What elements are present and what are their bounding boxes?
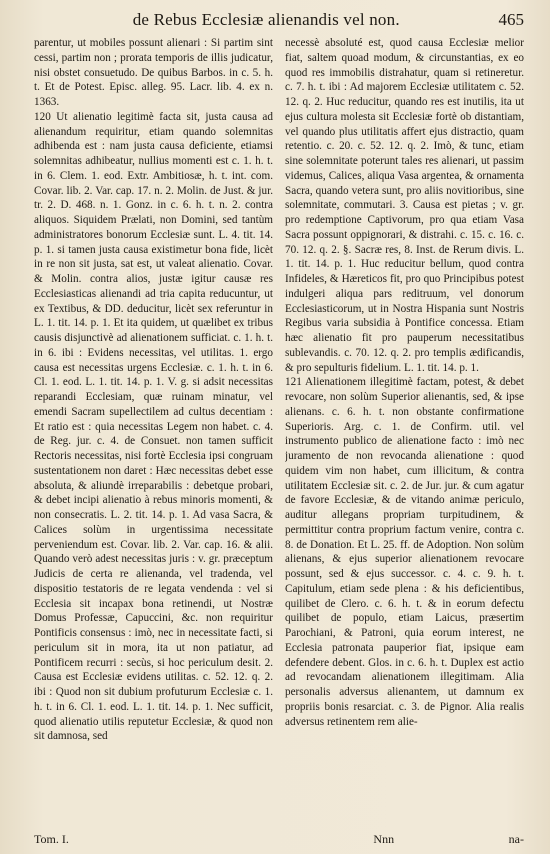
right-column-text: necessè absoluté est, quod causa Ecclesiæ melior fiat, saltem quoad modum, & circunstantias, ex eo quod res immobilis distrahatur, quam si retineretur. c. 7. h. t. ibi : Ad majorem Ecclesiæ utilitatem c. 52. 12. q. 2. Huc reducitur, quando res est inutilis, ita ut ejus cultura molesta sit Ecclesiæ fortè ob distantiam, vel quando plus utilitatis affert ejus distractio, quam retentio. c. 20. c. 52. 12. q. 2. Imò, & tunc, etiam sine solemnitate poterunt tales res alienari, ut passim videmus, Calices, aliqua Vasa argentea, & ornamenta Sacra, quando vetera sunt, pro aliis novitioribus, sine solemnitate, commutari. 3. Causa est pietas ; v. gr. pro redemptione Captivorum, pro qua etiam Vasa Sacra possunt oppignorari, & distrahi. c. 15. c. 16. c. 70. 12. q. 2. §. Sacræ res, 8. Inst. de Rerum divis. L. 1. tit. 14. p. 1. Huc reducitur bellum, quod contra Infideles, & Hæreticos fit, pro quo Principibus potest indulgeri aliqua pars reditruum, vel donorum Ecclesiasticorum, ut in Nostra Hispania sunt Nostris Regibus varia subsidia à Pontifice concessa. Etiam hæc alienatio fit pro pauperum necessitatibus sublevandis. c. 70. 12. q. 2. pro templis ædificandis, & pro sepulturis fidelium. L. 1. tit. 14. p. 1. 121 Alienationem illegitimè factam, potest, & debet revocare, non solùm Superior alienantis, sed, & ipse alienans. c. 6. h. t. non obstante confirmatione Superioris. Arg. c. 1. de Confirm. util. vel instrumento publico de alienatione facto : imò nec juramento de non revocanda alienatione : quod quidem vim non habet, cum illicitum, & contra utilitatem Ecclesiæ sit. c. 2. de Jur. jur. & cum agatur de favore Ecclesiæ, & de vitando animæ periculo, auditur allegans propriam turpitudinem, & permittitur contra proprium factum venire, contra c. 8. de Donation. Et L. 25. ff. de Adoption. Non solùm alienans, & ejus superior alienationem revocare possunt, sed & ejus successor. c. 4. c. 9. h. t. Capitulum, etiam sede plena : & his deficientibus, quilibet de Clero. c. 6. h. t. & in eorum defectu quilibet de populo, etiam Laicus, præsertim Parochiani, & Patroni, quia eorum interest, ne Ecclesia patronata pauperior fiat, ipsique eam defendere debent. Glos. in c. 6. h. t. Duplex est actio ad revocandam alienationem illegitimam. Alia personalis adversus alienantem, ut damnum ex propriis bonis resarciat. c. 3. de Pignor. Alia realis adversus retinentem rem alie- [285, 37, 524, 728]
signature-mark: Nnn [373, 832, 395, 846]
volume-label: Tom. I. [34, 832, 69, 846]
page-number: 465 [498, 10, 524, 29]
running-head [34, 10, 524, 36]
text-columns [34, 36, 524, 826]
running-title: de Rebus Ecclesiæ alienandis vel non. [132, 10, 400, 29]
page-footer [34, 832, 524, 847]
catchword: na- [508, 832, 524, 846]
left-column-text: parentur, ut mobiles possunt alienari : Si partim sint cessi, partim non ; prorata temporis de illis judicatur, nisi obstet consuetudo. De quibus Barbos. in c. 5. h. t. Et de Potest. Episc. alleg. 95. Lacr. lib. 4. ex n. 1363. 120 Ut alienatio legitimè facta sit, justa causa ad alienandum requiritur, etiam quando solemnitas adhibenda est : nam justa causa deficiente, etiamsi solemnitas adhibeatur, nullius momenti est c. 1. h. t. in 6. Clem. 1. eod. Extr. Ambitiosæ, h. t. int. com. Covar. lib. 2. Var. cap. 17. n. 2. Molin. de Just. & jur. tr. 2. D. 468. n. 1. Gonz. in c. 6. h. t. n. 2. contra aliquos. Siquidem Prælati, non Domini, sed tantùm administratores bonorum Ecclesiæ sunt. L. 4. tit. 14. p. 1. si tamen justa causa existimetur bona fide, licèt in re non sit justa, sat est, ut valeat alienatio. Covar. & Molin. contra alios, justæ igitur causæ res Ecclesiasticas alienandi ad tria capita reducuntur, ut ex Textibus, & DD. deducitur, licèt sex referuntur in L. 1. tit. 14. p. 1. Et ita quidem, ut quælibet ex tribus causis disjunctivè ad alienationem sufficiat. c. 1. h. t. in 6. ibi : Evidens necessitas, vel utilitas. 1. ergo causa est necessitas urgens Ecclesiæ. c. 1. h. t. in 6. Cl. 1. eod. L. 1. tit. 14. p. 1. V. g. si adsit necessitas reparandi Ecclesiam, quæ ruinam minatur, vel emendi Sacram supellectilem ad cultus decentiam : Et ratio est : quia necessitas Legem non habet. c. 4. de Reg. jur. c. 4. de Consuet. non tamen sufficit Rectoris necessitas, nisi fortè Ecclesia ipsi congruam sustentationem non daret : Hæc necessitas debet esse absoluta, & aliundè irreparabilis : debetque probari, & debet incipi alienatio à rebus minoris momenti, & non consecratis. L. 2. tit. 14. p. 1. Ad vasa Sacra, & Calices solùm in urgentissima necessitate perveniendum est. Covar. lib. 2. Var. cap. 16. & alii. Quando verò adest necessitas juris : v. gr. præceptum Judicis de certa re alienanda, vel tradenda, vel dispositio testatoris de re legata vendenda : vel si Ecclesia sit incapax bona retinendi, ut Nostræ Domus Professæ, Capuccini, &c. non requiritur Pontificis consensus : imò, nec in necessitate facti, si periculum sit in mora, ita ut non patiatur, ad Pontificem recurri : secùs, si hoc periculum desit. 2. Causa est Ecclesiæ evidens utilitas. c. 52. 12. q. 2. ibi : Quod non sit dubium profuturum Ecclesiæ c. 1. h. t. in 6. Cl. 1. eod. L. 1. tit. 14. p. 1. Nec sufficit, quod alienatio utilis reputetur Ecclesiæ, & quod non sit damnosa, sed [34, 37, 273, 743]
